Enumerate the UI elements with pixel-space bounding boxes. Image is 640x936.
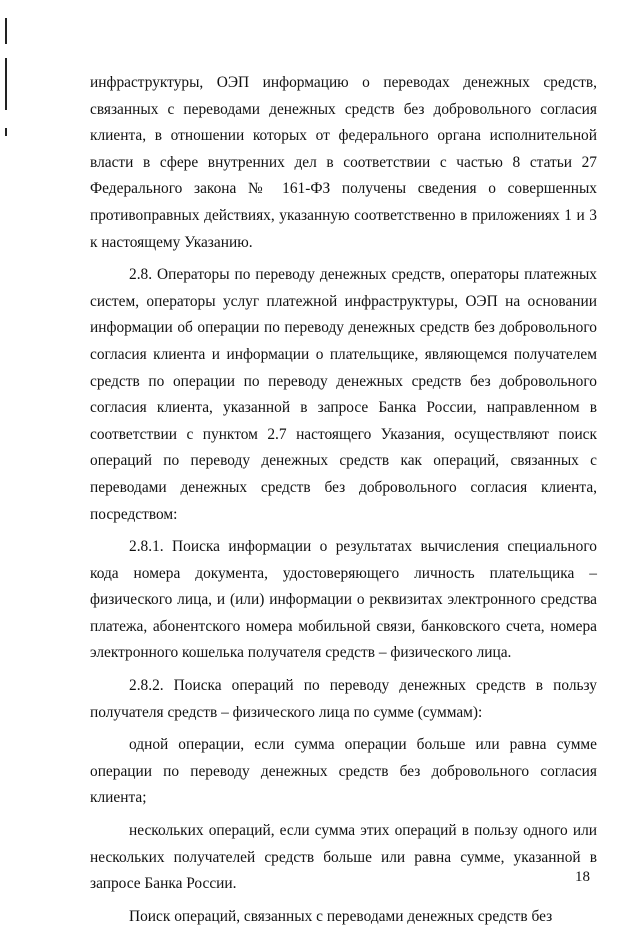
paragraph-single-operation: одной операции, если сумма операции больше или равна сумме операции по переводу денежных средств без добровольного согласия клиента;: [90, 736, 597, 807]
document-body: [90, 70, 597, 936]
paragraph-search-operations: Поиск операций, связанных с переводами денежных средств без: [129, 907, 553, 925]
paragraph-continuation: инфраструктуры, ОЭП информацию о переводах денежных средств, связанных с переводами денежных средств без добровольного согласия клиента, в отношении которых от федерального органа исполнительной власти в сфере внутренних дел в соответствии с частью 8 статьи 27 Федерального закона № 161-ФЗ получены сведения о совершенных противоправных действиях, указанную соответственно в приложениях 1 и 3 к настоящему Указанию.: [90, 74, 597, 251]
page-number: 18: [575, 869, 590, 885]
paragraph-2-8-2: 2.8.2. Поиска операций по переводу денежных средств в пользу получателя средств – физического лица по сумме (суммам):: [90, 677, 597, 721]
binding-mark: [5, 58, 7, 110]
binding-mark: [5, 18, 7, 44]
paragraph-multiple-operations: нескольких операций, если сумма этих операций в пользу одного или нескольких получателей средств больше или равна сумме, указанной в запросе Банка России.: [90, 822, 597, 893]
paragraph-2-8: 2.8. Операторы по переводу денежных средств, операторы платежных систем, операторы услуг платежной инфраструктуры, ОЭП на основании информации об операции по переводу денежных средств без добровольного согласия клиента и информации о плательщике, являющемся получателем средств по операции по переводу денежных средств без добровольного согласия клиента, указанной в запросе Банка России, направленном в соответствии с пунктом 2.7 настоящего Указания, осуществляют поиск операций по переводу денежных средств как операций, связанных с переводами денежных средств без добровольного согласия клиента, посредством:: [90, 266, 597, 523]
binding-mark: [5, 128, 7, 136]
binding-marks: [0, 0, 12, 905]
paragraph-2-8-1: 2.8.1. Поиска информации о результатах вычисления специального кода номера документа, удостоверяющего личность плательщика – физического лица, и (или) информации о реквизитах электронного средства платежа, абонентского номера мобильной связи, банковского счета, номера электронного кошелька получателя средств – физического лица.: [90, 538, 597, 662]
